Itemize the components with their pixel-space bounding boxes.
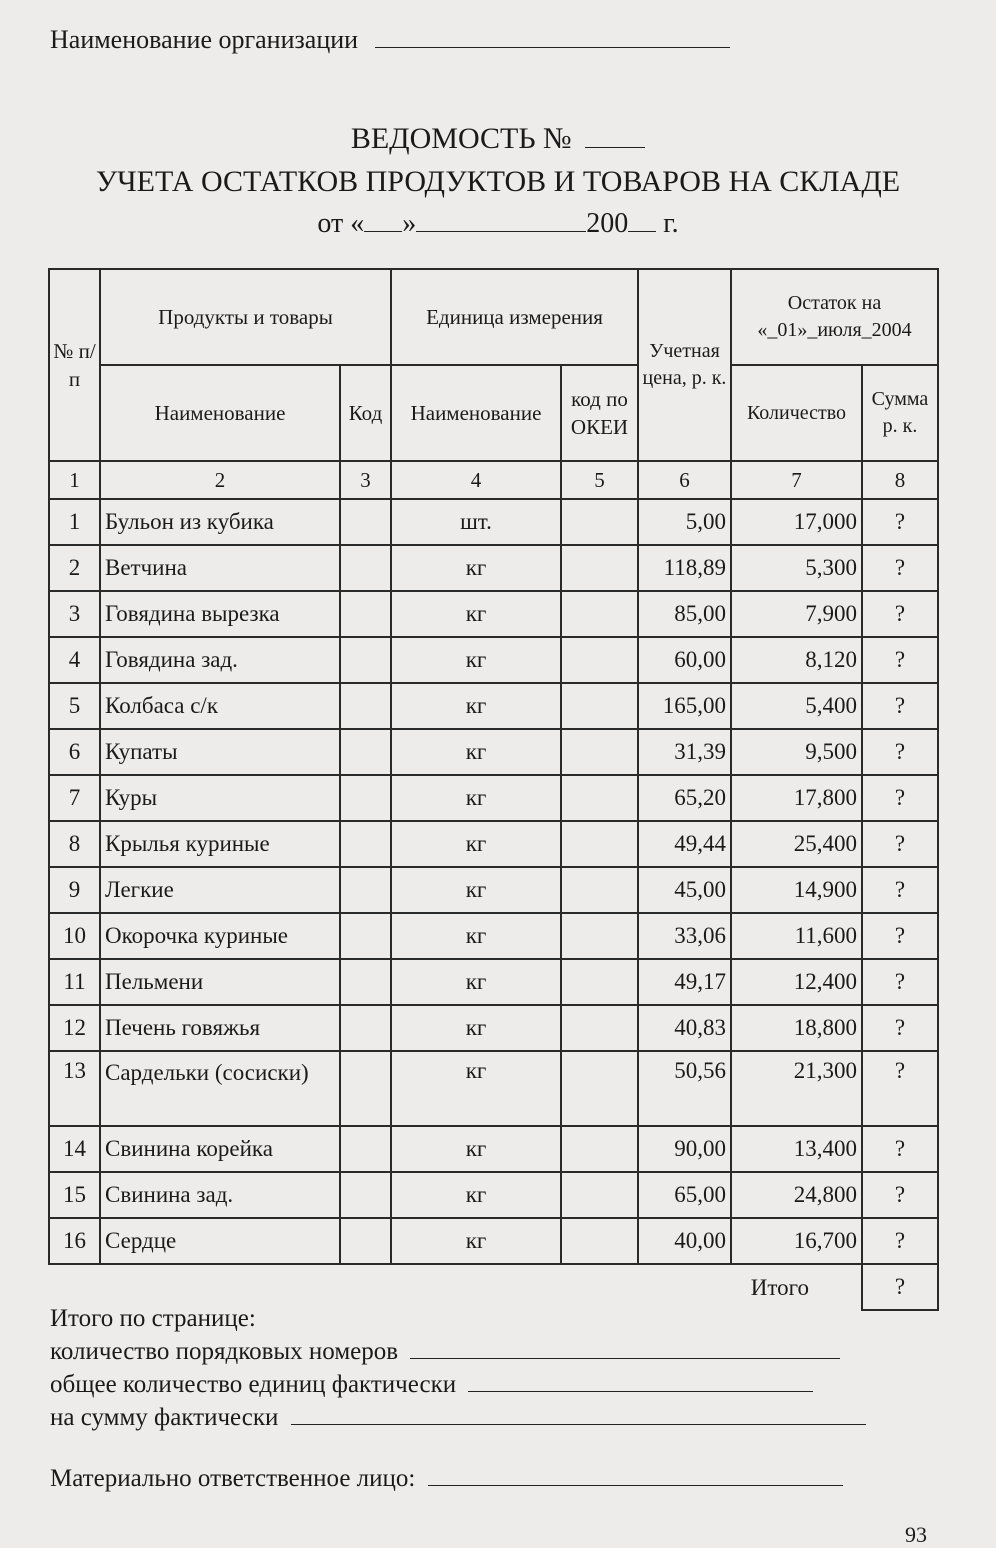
sum-actual-line bbox=[50, 1404, 866, 1432]
okei-code bbox=[561, 959, 638, 1005]
statement-number-blank bbox=[585, 147, 645, 148]
okei-code bbox=[561, 591, 638, 637]
price: 5,00 bbox=[638, 499, 731, 545]
unit-name: кг bbox=[391, 1218, 561, 1264]
col-header-unit: Единица измерения bbox=[391, 269, 638, 365]
product-name: Сардельки (сосиски) bbox=[100, 1051, 340, 1126]
table-row bbox=[49, 683, 938, 729]
column-index: 1 bbox=[49, 461, 100, 499]
unit-name: шт. bbox=[391, 499, 561, 545]
col-header-code: Код bbox=[340, 365, 391, 461]
table-row bbox=[49, 729, 938, 775]
month-blank bbox=[416, 231, 586, 232]
row-number: 7 bbox=[49, 775, 100, 821]
quantity: 5,300 bbox=[731, 545, 862, 591]
okei-code bbox=[561, 1051, 638, 1126]
okei-code bbox=[561, 1126, 638, 1172]
quantity: 14,900 bbox=[731, 867, 862, 913]
price: 31,39 bbox=[638, 729, 731, 775]
table-row bbox=[49, 821, 938, 867]
quantity: 17,800 bbox=[731, 775, 862, 821]
table-row bbox=[49, 1051, 938, 1126]
row-number: 15 bbox=[49, 1172, 100, 1218]
unit-name: кг bbox=[391, 867, 561, 913]
unit-name: кг bbox=[391, 775, 561, 821]
unit-name: кг bbox=[391, 1172, 561, 1218]
count-numbers-line bbox=[50, 1338, 840, 1366]
product-name: Пельмени bbox=[100, 959, 340, 1005]
product-name: Ветчина bbox=[100, 545, 340, 591]
table-row bbox=[49, 775, 938, 821]
row-number: 1 bbox=[49, 499, 100, 545]
row-number: 2 bbox=[49, 545, 100, 591]
quantity: 12,400 bbox=[731, 959, 862, 1005]
column-index-row bbox=[49, 461, 938, 499]
row-number: 4 bbox=[49, 637, 100, 683]
unit-name: кг bbox=[391, 1126, 561, 1172]
sum: ? bbox=[862, 867, 938, 913]
product-name: Говядина вырезка bbox=[100, 591, 340, 637]
sum: ? bbox=[862, 913, 938, 959]
sum-actual-blank bbox=[291, 1424, 866, 1425]
product-code bbox=[340, 729, 391, 775]
price: 50,56 bbox=[638, 1051, 731, 1126]
organization-blank bbox=[375, 47, 730, 48]
responsible-line bbox=[50, 1465, 843, 1493]
header-row-2 bbox=[49, 365, 938, 461]
quantity: 21,300 bbox=[731, 1051, 862, 1126]
date-mid: » bbox=[402, 208, 417, 239]
col-header-name: Наименование bbox=[100, 365, 340, 461]
year-blank bbox=[628, 231, 656, 232]
col-header-price: Учетная цена, р. к. bbox=[638, 269, 731, 461]
col-header-unit-name: Наименование bbox=[391, 365, 561, 461]
sum: ? bbox=[862, 1218, 938, 1264]
okei-code bbox=[561, 683, 638, 729]
unit-name: кг bbox=[391, 729, 561, 775]
row-number: 13 bbox=[49, 1051, 100, 1126]
column-index: 2 bbox=[100, 461, 340, 499]
row-number: 16 bbox=[49, 1218, 100, 1264]
product-name: Окорочка куриные bbox=[100, 913, 340, 959]
unit-name: кг bbox=[391, 1051, 561, 1126]
table-row bbox=[49, 867, 938, 913]
sum: ? bbox=[862, 729, 938, 775]
quantity: 17,000 bbox=[731, 499, 862, 545]
okei-code bbox=[561, 867, 638, 913]
price: 65,20 bbox=[638, 775, 731, 821]
product-name: Свинина корейка bbox=[100, 1126, 340, 1172]
quantity: 5,400 bbox=[731, 683, 862, 729]
price: 85,00 bbox=[638, 591, 731, 637]
price: 40,83 bbox=[638, 1005, 731, 1051]
row-number: 10 bbox=[49, 913, 100, 959]
product-code bbox=[340, 1172, 391, 1218]
okei-code bbox=[561, 499, 638, 545]
quantity: 8,120 bbox=[731, 637, 862, 683]
col-header-okei: код по ОКЕИ bbox=[561, 365, 638, 461]
sum: ? bbox=[862, 499, 938, 545]
sum: ? bbox=[862, 683, 938, 729]
statement-subtitle: УЧЕТА ОСТАТКОВ ПРОДУКТОВ И ТОВАРОВ НА СКЛАДЕ bbox=[95, 165, 901, 198]
table-row bbox=[49, 1126, 938, 1172]
statement-title bbox=[0, 122, 996, 156]
table-row bbox=[49, 913, 938, 959]
okei-code bbox=[561, 1172, 638, 1218]
sum-actual-label: на сумму фактически bbox=[50, 1404, 279, 1431]
okei-code bbox=[561, 637, 638, 683]
table-row bbox=[49, 499, 938, 545]
quantity: 9,500 bbox=[731, 729, 862, 775]
unit-name: кг bbox=[391, 1005, 561, 1051]
row-number: 12 bbox=[49, 1005, 100, 1051]
product-code bbox=[340, 775, 391, 821]
day-blank bbox=[364, 231, 402, 232]
unit-name: кг bbox=[391, 913, 561, 959]
price: 118,89 bbox=[638, 545, 731, 591]
total-value: ? bbox=[862, 1264, 938, 1310]
unit-name: кг bbox=[391, 821, 561, 867]
price: 40,00 bbox=[638, 1218, 731, 1264]
product-name: Купаты bbox=[100, 729, 340, 775]
price: 49,17 bbox=[638, 959, 731, 1005]
col-header-number: № п/п bbox=[49, 269, 100, 461]
unit-name: кг bbox=[391, 591, 561, 637]
table-row bbox=[49, 1005, 938, 1051]
product-name: Легкие bbox=[100, 867, 340, 913]
column-index: 3 bbox=[340, 461, 391, 499]
okei-code bbox=[561, 1218, 638, 1264]
sum: ? bbox=[862, 1126, 938, 1172]
product-code bbox=[340, 1218, 391, 1264]
price: 60,00 bbox=[638, 637, 731, 683]
product-code bbox=[340, 1005, 391, 1051]
header-row-1 bbox=[49, 269, 938, 365]
column-index: 5 bbox=[561, 461, 638, 499]
page-total-heading: Итого по странице: bbox=[50, 1305, 256, 1332]
table-row bbox=[49, 1218, 938, 1264]
date-prefix: от « bbox=[317, 208, 365, 239]
column-index: 8 bbox=[862, 461, 938, 499]
product-code bbox=[340, 1051, 391, 1126]
table-row bbox=[49, 637, 938, 683]
sum: ? bbox=[862, 775, 938, 821]
col-header-sum: Сумма р. к. bbox=[862, 365, 938, 461]
count-numbers-blank bbox=[410, 1358, 840, 1359]
okei-code bbox=[561, 775, 638, 821]
units-actual-line bbox=[50, 1371, 813, 1399]
product-code bbox=[340, 683, 391, 729]
table-row bbox=[49, 545, 938, 591]
price: 65,00 bbox=[638, 1172, 731, 1218]
statement-title-label: ВЕДОМОСТЬ № bbox=[350, 122, 572, 155]
row-number: 11 bbox=[49, 959, 100, 1005]
sum: ? bbox=[862, 637, 938, 683]
row-number: 14 bbox=[49, 1126, 100, 1172]
row-number: 3 bbox=[49, 591, 100, 637]
okei-code bbox=[561, 913, 638, 959]
quantity: 16,700 bbox=[731, 1218, 862, 1264]
quantity: 25,400 bbox=[731, 821, 862, 867]
price: 165,00 bbox=[638, 683, 731, 729]
product-name: Колбаса с/к bbox=[100, 683, 340, 729]
page-number: 93 bbox=[905, 1522, 927, 1547]
sum: ? bbox=[862, 591, 938, 637]
product-code bbox=[340, 867, 391, 913]
product-code bbox=[340, 545, 391, 591]
product-code bbox=[340, 959, 391, 1005]
table-row bbox=[49, 959, 938, 1005]
total-label: Итого bbox=[49, 1264, 862, 1310]
quantity: 13,400 bbox=[731, 1126, 862, 1172]
product-name: Свинина зад. bbox=[100, 1172, 340, 1218]
inventory-table bbox=[48, 268, 939, 1311]
sum: ? bbox=[862, 1172, 938, 1218]
product-name: Куры bbox=[100, 775, 340, 821]
okei-code bbox=[561, 821, 638, 867]
product-code bbox=[340, 637, 391, 683]
product-code bbox=[340, 913, 391, 959]
price: 49,44 bbox=[638, 821, 731, 867]
okei-code bbox=[561, 545, 638, 591]
quantity: 7,900 bbox=[731, 591, 862, 637]
col-header-quantity: Количество bbox=[731, 365, 862, 461]
column-index: 7 bbox=[731, 461, 862, 499]
product-name: Печень говяжья bbox=[100, 1005, 340, 1051]
units-actual-label: общее количество единиц фактически bbox=[50, 1371, 457, 1398]
price: 90,00 bbox=[638, 1126, 731, 1172]
unit-name: кг bbox=[391, 683, 561, 729]
organization-label: Наименование организации bbox=[50, 25, 359, 54]
quantity: 18,800 bbox=[731, 1005, 862, 1051]
units-actual-blank bbox=[468, 1391, 813, 1392]
unit-name: кг bbox=[391, 545, 561, 591]
product-code bbox=[340, 821, 391, 867]
row-number: 8 bbox=[49, 821, 100, 867]
price: 33,06 bbox=[638, 913, 731, 959]
responsible-label: Материально ответственное лицо: bbox=[50, 1465, 416, 1492]
price: 45,00 bbox=[638, 867, 731, 913]
table-row bbox=[49, 1172, 938, 1218]
unit-name: кг bbox=[391, 959, 561, 1005]
table-row bbox=[49, 591, 938, 637]
row-number: 5 bbox=[49, 683, 100, 729]
product-code bbox=[340, 499, 391, 545]
row-number: 9 bbox=[49, 867, 100, 913]
product-name: Бульон из кубика bbox=[100, 499, 340, 545]
product-code bbox=[340, 591, 391, 637]
unit-name: кг bbox=[391, 637, 561, 683]
date-suffix: г. bbox=[663, 208, 679, 239]
product-name: Говядина зад. bbox=[100, 637, 340, 683]
okei-code bbox=[561, 1005, 638, 1051]
sum: ? bbox=[862, 1005, 938, 1051]
col-header-balance: Остаток на «_01»_июля_2004 bbox=[731, 269, 938, 365]
responsible-blank bbox=[428, 1485, 843, 1486]
sum: ? bbox=[862, 959, 938, 1005]
product-name: Сердце bbox=[100, 1218, 340, 1264]
date-year: 200 bbox=[586, 208, 629, 239]
organization-line bbox=[50, 25, 730, 55]
quantity: 11,600 bbox=[731, 913, 862, 959]
row-number: 6 bbox=[49, 729, 100, 775]
sum: ? bbox=[862, 821, 938, 867]
col-header-products: Продукты и товары bbox=[100, 269, 391, 365]
total-row bbox=[49, 1264, 938, 1310]
okei-code bbox=[561, 729, 638, 775]
statement-date bbox=[0, 208, 996, 240]
sum: ? bbox=[862, 545, 938, 591]
product-code bbox=[340, 1126, 391, 1172]
sum: ? bbox=[862, 1051, 938, 1126]
column-index: 4 bbox=[391, 461, 561, 499]
column-index: 6 bbox=[638, 461, 731, 499]
product-name: Крылья куриные bbox=[100, 821, 340, 867]
count-numbers-label: количество порядковых номеров bbox=[50, 1338, 399, 1365]
quantity: 24,800 bbox=[731, 1172, 862, 1218]
